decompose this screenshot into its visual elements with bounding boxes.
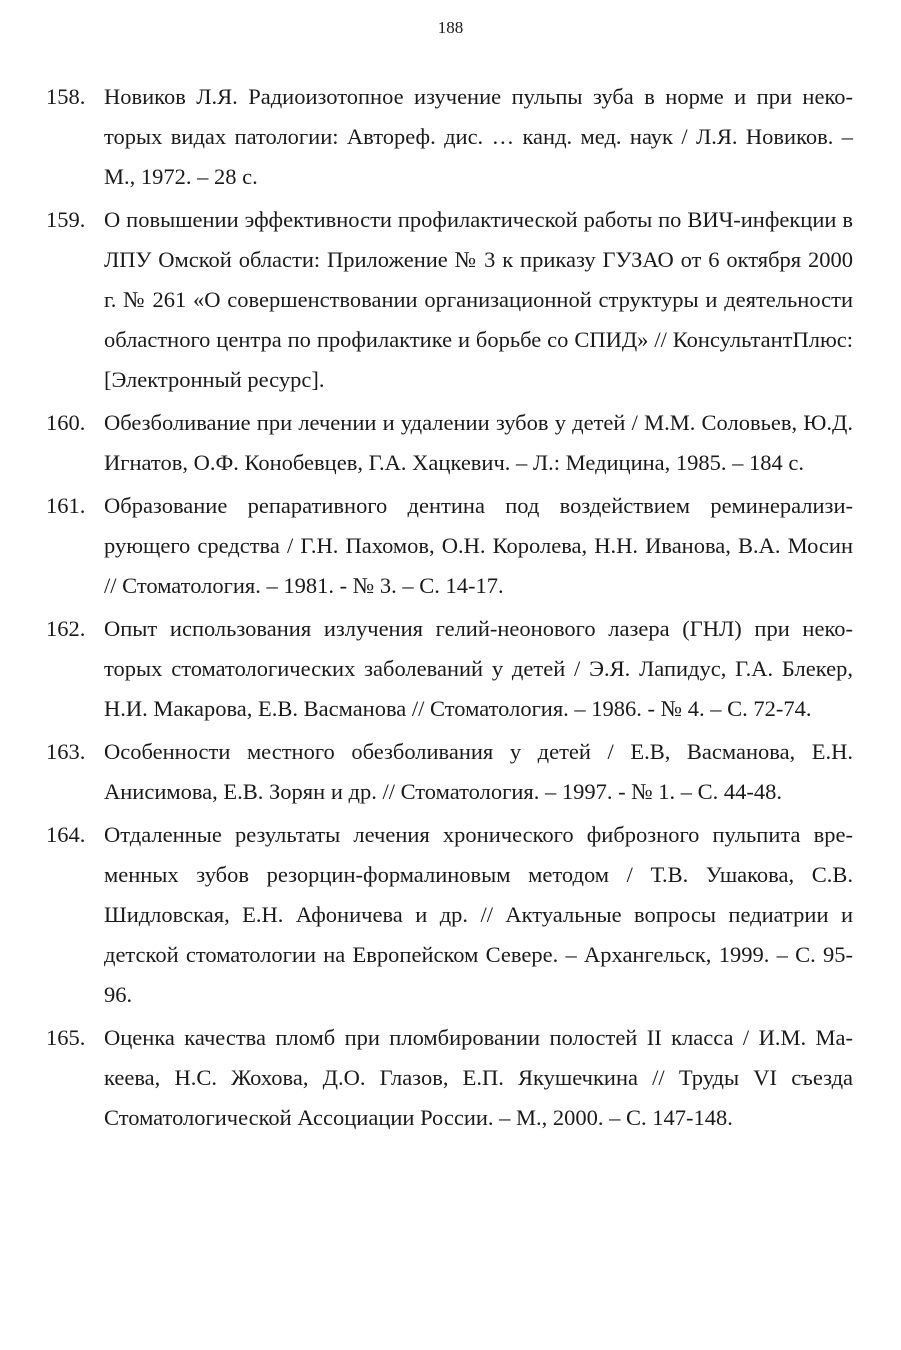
reference-item	[46, 403, 853, 483]
reference-item	[46, 1018, 853, 1138]
reference-number: 162.	[46, 616, 86, 641]
reference-number: 158.	[46, 84, 86, 109]
reference-text: Образование репаративного дентина под воздействием реминерализирующего средства / Г.Н. Пахомов, О.Н. Королева, Н.Н. Иванова, В.А. Мосин // Стоматология. – 1981. - № 3. – С. 14-17.	[104, 493, 853, 598]
reference-number: 165.	[46, 1025, 86, 1050]
reference-text: Особенности местного обезболивания у детей / Е.В, Васманова, Е.Н. Анисимова, Е.В. Зорян и др. // Стоматология. – 1997. - № 1. – С. 44-48.	[104, 739, 853, 804]
page-number: 188	[437, 18, 464, 37]
reference-item	[46, 815, 853, 1015]
reference-text: Опыт использования излучения гелий-неонового лазера (ГНЛ) при некоторых стоматологических заболеваний у детей / Э.Я. Лапидус, Г.А. Блекер, Н.И. Макарова, Е.В. Васманова // Стоматология. – 1986. - № 4. – С. 72-74.	[104, 616, 853, 721]
reference-number: 163.	[46, 739, 86, 764]
reference-number: 164.	[46, 822, 86, 847]
reference-text: Оценка качества пломб при пломбировании полостей II класса / И.М. Макеева, Н.С. Жохова, Д.О. Глазов, Е.П. Якушечкина // Труды VI съезда Стоматологической Ассоциации России. – М., 2000. – С. 147-148.	[104, 1025, 853, 1130]
reference-text: Новиков Л.Я. Радиоизотопное изучение пульпы зуба в норме и при некоторых видах патологии: Автореф. дис. … канд. мед. наук / Л.Я. Новиков. – М., 1972. – 28 с.	[104, 84, 853, 189]
reference-list	[46, 77, 853, 1141]
reference-item	[46, 200, 853, 400]
reference-number: 160.	[46, 410, 86, 435]
reference-number: 161.	[46, 493, 86, 518]
reference-item	[46, 732, 853, 812]
reference-text: Отдаленные результаты лечения хронического фиброзного пульпита временных зубов резорцин-формалиновым методом / Т.В. Ушакова, С.В. Шидловская, Е.Н. Афоничева и др. // Актуальные вопросы педиатрии и детской стоматологии на Европейском Севере. – Архангельск, 1999. – С. 95-96.	[104, 822, 853, 1007]
reference-text: О повышении эффективности профилактической работы по ВИЧ-инфекции в ЛПУ Омской области: Приложение № 3 к приказу ГУЗАО от 6 октября 2000 г. № 261 «О совершенствовании организационной структуры и деятельности областного центра по профилактике и борьбе со СПИД» // КонсультантПлюс: [Электронный ресурс].	[104, 207, 853, 392]
reference-number: 159.	[46, 207, 86, 232]
reference-text: Обезболивание при лечении и удалении зубов у детей / М.М. Соловьев, Ю.Д. Игнатов, О.Ф. Конобевцев, Г.А. Хацкевич. – Л.: Медицина, 1985. – 184 с.	[104, 410, 853, 475]
reference-item	[46, 486, 853, 606]
reference-item	[46, 609, 853, 729]
reference-item	[46, 77, 853, 197]
